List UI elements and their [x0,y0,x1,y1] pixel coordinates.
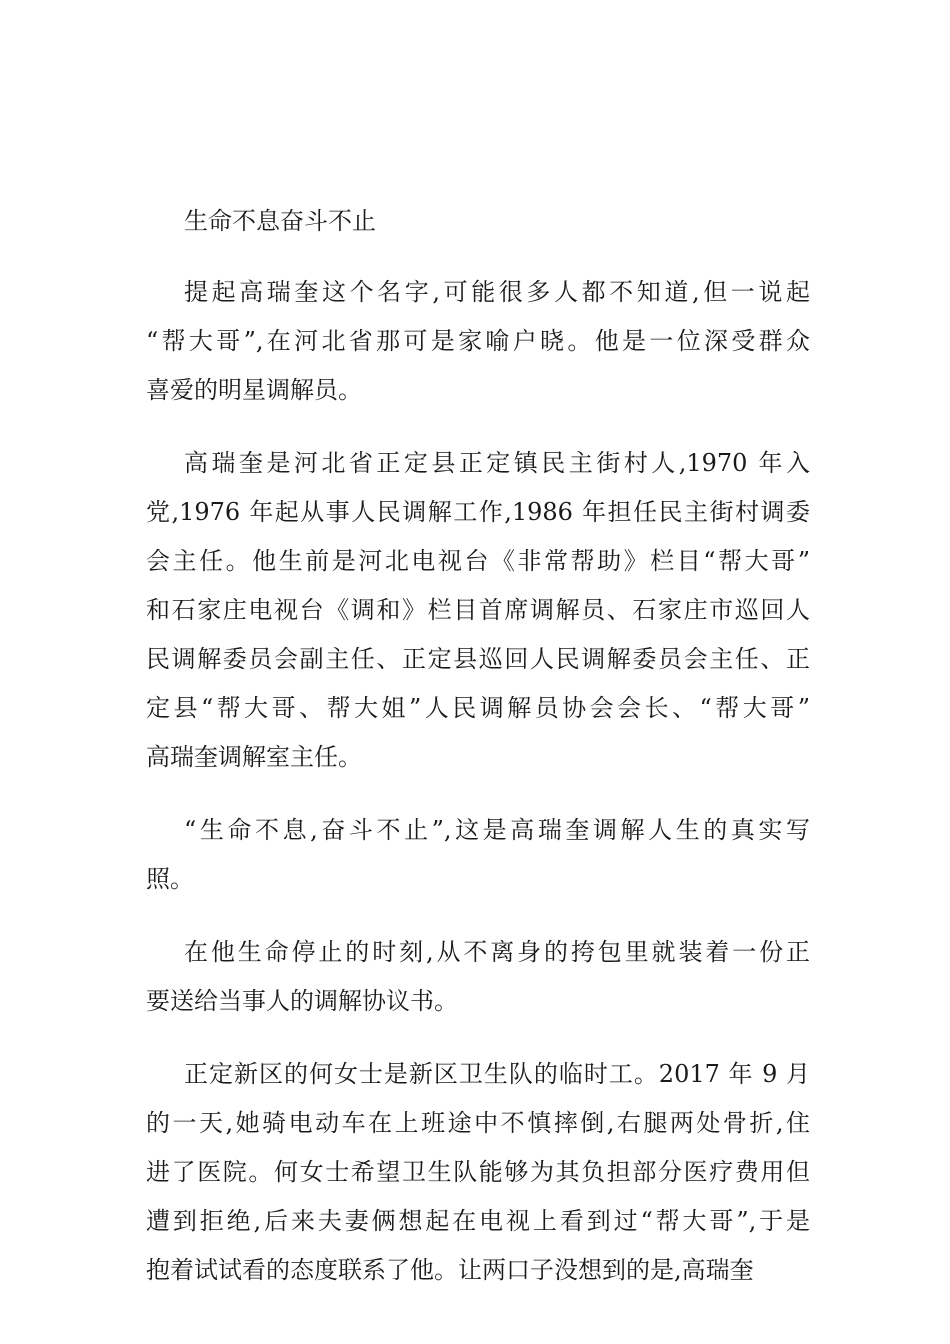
paragraph-line: 和石家庄电视台《调和》栏目首席调解员、石家庄市巡回人 [146,596,810,624]
paragraph-line: 高瑞奎是河北省正定县正定镇民主街村人,1970 年入 [184,449,810,477]
paragraph-line: 在他生命停止的时刻,从不离身的挎包里就装着一份正 [184,938,810,966]
document-title: 生命不息奋斗不止 [184,207,376,235]
paragraph-line: 党,1976 年起从事人民调解工作,1986 年担任民主街村调委 [146,498,810,526]
paragraph-line: 的一天,她骑电动车在上班途中不慎摔倒,右腿两处骨折,住 [146,1109,810,1137]
paragraph-line: 会主任。他生前是河北电视台《非常帮助》栏目“帮大哥” [146,547,810,575]
paragraph-line: 定县“帮大哥、帮大姐”人民调解员协会会长、“帮大哥” [146,694,810,722]
paragraph [146,806,810,904]
paragraph-line: 抱着试试看的态度联系了他。让两口子没想到的是,高瑞奎 [146,1256,754,1284]
paragraph-line: “生命不息,奋斗不止”,这是高瑞奎调解人生的真实写 [184,816,810,844]
paragraph-line: 进了医院。何女士希望卫生队能够为其负担部分医疗费用但 [146,1158,810,1186]
paragraph [146,928,810,1026]
paragraph [146,1050,810,1295]
paragraph-line: 遭到拒绝,后来夫妻俩想起在电视上看到过“帮大哥”,于是 [146,1207,810,1235]
paragraph-line: 提起高瑞奎这个名字,可能很多人都不知道,但一说起 [184,278,810,306]
paragraph-line: “帮大哥”,在河北省那可是家喻户晓。他是一位深受群众 [146,327,810,355]
paragraph-line: 民调解委员会副主任、正定县巡回人民调解委员会主任、正 [146,645,810,673]
paragraph-list [146,268,810,1295]
paragraph-line: 喜爱的明星调解员。 [146,376,362,404]
paragraph-line: 高瑞奎调解室主任。 [146,743,362,771]
paragraph-line: 正定新区的何女士是新区卫生队的临时工。2017 年 9 月 [184,1060,810,1088]
paragraph-line: 照。 [146,865,194,893]
paragraph [146,268,810,415]
paragraph [146,439,810,782]
document-body [146,196,810,1319]
paragraph-line: 要送给当事人的调解协议书。 [146,987,458,1015]
